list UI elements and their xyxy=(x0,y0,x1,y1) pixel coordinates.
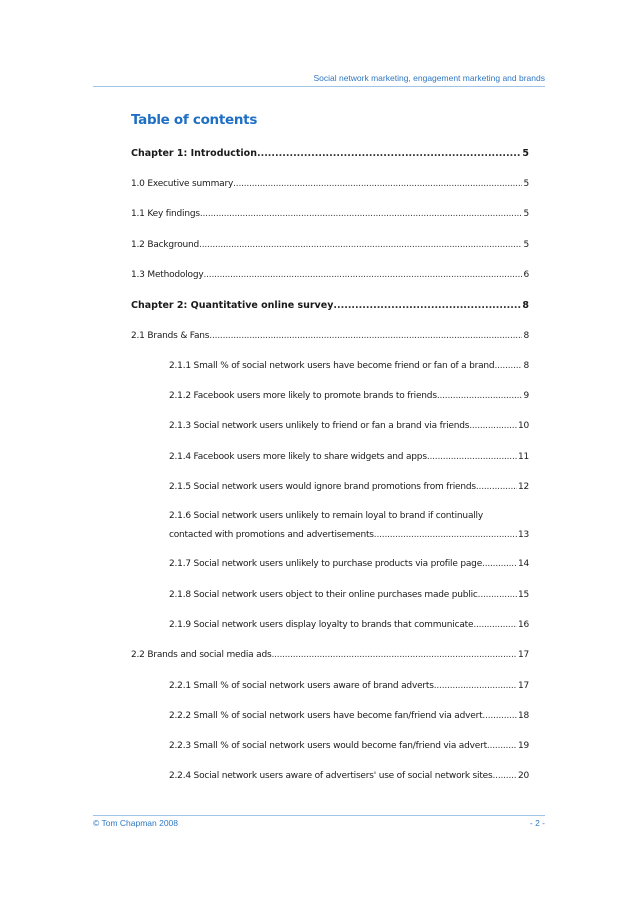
toc-entry-label: Chapter 2: Quantitative online survey xyxy=(131,300,334,311)
toc-title: Table of contents xyxy=(131,112,258,128)
toc-leader-dots xyxy=(374,530,518,540)
toc-entry-page: 19 xyxy=(517,741,529,751)
toc-entry-page: 8 xyxy=(522,300,529,311)
toc-entry-label: 2.2 Brands and social media ads xyxy=(131,650,272,660)
toc-entry-label: 2.2.1 Small % of social network users aware of brand adverts xyxy=(169,681,434,691)
toc-leader-dots xyxy=(482,559,517,569)
toc-entry-label: 1.1 Key findings xyxy=(131,209,200,219)
toc-entry-page: 17 xyxy=(517,681,529,691)
toc-entry-page: 9 xyxy=(523,391,529,401)
toc-entry-page: 18 xyxy=(517,711,529,721)
toc-entry-2-2-2[interactable] xyxy=(169,711,529,721)
toc-entry-page: 5 xyxy=(523,240,529,250)
toc-entry-label: 2.1.8 Social network users object to their online purchases made public xyxy=(169,590,478,600)
toc-entry-page: 8 xyxy=(523,331,529,341)
toc-entry-label: 2.2.3 Small % of social network users would become fan/friend via advert xyxy=(169,741,487,751)
toc-entry-page: 11 xyxy=(517,452,529,462)
toc-entry-page: 5 xyxy=(522,148,529,159)
toc-leader-dots xyxy=(233,179,522,189)
toc-entry-1-3[interactable] xyxy=(131,270,529,280)
toc-entry-2-1-7[interactable] xyxy=(169,559,529,569)
toc-entry-label: 2.1.5 Social network users would ignore brand promotions from friends xyxy=(169,482,476,492)
toc-leader-dots xyxy=(473,620,517,630)
toc-entry-2-1-9[interactable] xyxy=(169,620,529,630)
toc-entry-label: 1.0 Executive summary xyxy=(131,179,234,189)
toc-entry-page: 10 xyxy=(517,421,529,431)
toc-entry-2-1[interactable] xyxy=(131,331,529,341)
toc-entry-2-2-1[interactable] xyxy=(169,681,529,691)
toc-leader-dots xyxy=(427,452,517,462)
header-title: Social network marketing, engagement marketing and brands xyxy=(313,73,545,83)
toc-entry-label: 2.2.2 Small % of social network users have become fan/friend via advert xyxy=(169,711,483,721)
toc-leader-dots xyxy=(257,148,521,159)
toc-entry-label: 2.2.4 Social network users aware of advertisers' use of social network sites xyxy=(169,771,493,781)
toc-entry-label: 2.1.1 Small % of social network users have become friend or fan of a brand xyxy=(169,361,495,371)
toc-entry-page: 12 xyxy=(517,482,529,492)
toc-entry-1-0[interactable] xyxy=(131,179,529,189)
toc-entry-2-2-4[interactable] xyxy=(169,771,529,781)
toc-entry-1-2[interactable] xyxy=(131,240,529,250)
toc-entry-page: 16 xyxy=(517,620,529,630)
toc-leader-dots xyxy=(271,650,516,660)
toc-leader-dots xyxy=(200,209,523,219)
toc-entry-2-2[interactable] xyxy=(131,650,529,660)
toc-entry-label-line2: contacted with promotions and advertisements xyxy=(169,530,374,540)
toc-leader-dots xyxy=(478,590,517,600)
toc-entry-label: 2.1 Brands & Fans xyxy=(131,331,210,341)
toc-entry-2-1-1[interactable] xyxy=(169,361,529,371)
toc-entry-page: 8 xyxy=(523,361,529,371)
toc-entry-label-line1: 2.1.6 Social network users unlikely to remain loyal to brand if continually xyxy=(169,511,483,521)
toc-entry-page: 5 xyxy=(523,179,529,189)
toc-entry-2-1-5[interactable] xyxy=(169,482,529,492)
toc-leader-dots xyxy=(437,391,523,401)
toc-entry-label: 2.1.9 Social network users display loyalty to brands that communicate xyxy=(169,620,474,630)
toc-entry-1-1[interactable] xyxy=(131,209,529,219)
toc-entry-chapter-1[interactable] xyxy=(131,148,529,159)
toc-leader-dots xyxy=(199,240,522,250)
header-divider xyxy=(93,86,545,87)
toc-entry-2-1-2[interactable] xyxy=(169,391,529,401)
toc-entry-page: 20 xyxy=(517,771,529,781)
toc-entry-label: 2.1.2 Facebook users more likely to promote brands to friends xyxy=(169,391,437,401)
footer-page-number: - 2 - xyxy=(529,818,545,828)
toc-entry-page: 14 xyxy=(517,559,529,569)
toc-entry-page: 6 xyxy=(523,270,529,280)
toc-leader-dots xyxy=(494,361,522,371)
toc-leader-dots xyxy=(493,771,517,781)
toc-entry-label: 2.1.3 Social network users unlikely to friend or fan a brand via friends xyxy=(169,421,470,431)
toc-leader-dots xyxy=(482,711,517,721)
toc-entry-2-1-8[interactable] xyxy=(169,590,529,600)
toc-entry-page: 5 xyxy=(523,209,529,219)
toc-leader-dots xyxy=(203,270,522,280)
toc-entry-chapter-2[interactable] xyxy=(131,300,529,311)
toc-leader-dots xyxy=(469,421,517,431)
toc-entry-label: 1.3 Methodology xyxy=(131,270,204,280)
toc-leader-dots xyxy=(209,331,522,341)
toc-entry-label: 1.2 Background xyxy=(131,240,200,250)
toc-leader-dots xyxy=(333,300,521,311)
toc-entry-label: Chapter 1: Introduction xyxy=(131,148,257,159)
toc-entry-page: 17 xyxy=(517,650,529,660)
toc-entry-2-1-4[interactable] xyxy=(169,452,529,462)
toc-leader-dots xyxy=(434,681,517,691)
toc-entry-page: 13 xyxy=(517,530,529,540)
footer-divider xyxy=(93,815,545,816)
toc-entry-label: 2.1.4 Facebook users more likely to share widgets and apps xyxy=(169,452,427,462)
toc-leader-dots xyxy=(476,482,517,492)
toc-entry-2-2-3[interactable] xyxy=(169,741,529,751)
toc-entry-2-1-3[interactable] xyxy=(169,421,529,431)
toc-leader-dots xyxy=(487,741,517,751)
toc-entry-page: 15 xyxy=(517,590,529,600)
footer-copyright: © Tom Chapman 2008 xyxy=(93,818,179,828)
toc-entry-label: 2.1.7 Social network users unlikely to purchase products via profile page xyxy=(169,559,483,569)
toc-entry-2-1-6[interactable] xyxy=(169,511,529,540)
